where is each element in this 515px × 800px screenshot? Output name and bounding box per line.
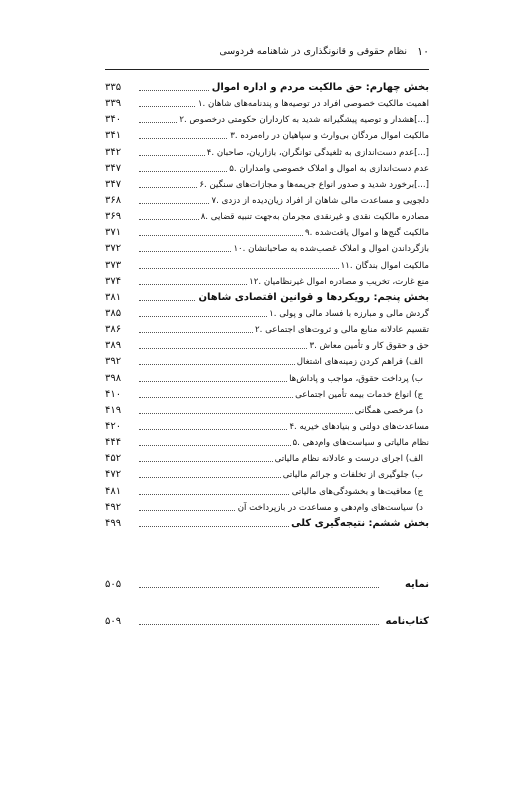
toc-entry-page: ۳۴۷ — [105, 177, 135, 193]
toc-entry-title: د) مرخصی همگانی — [353, 403, 423, 419]
toc-entry-page: ۴۹۲ — [105, 500, 135, 516]
toc-entry — [105, 500, 429, 516]
toc-entry-page: ۴۴۴ — [105, 435, 135, 451]
toc-entry-title: بخش چهارم: حق مالکیت مردم و اداره اموال — [210, 80, 429, 96]
toc-entry-title: ۳. حق و حقوق کار و تأمین معاش — [308, 338, 430, 354]
running-title: نظام حقوقی و قانونگذاری در شاهنامه فردوسی — [219, 46, 407, 57]
toc-entry-title: بخش ششم: نتیجه‌گیری کلی — [289, 516, 429, 532]
toc-entry-title: ۱۱. مالکیت اموال بندگان — [339, 258, 429, 274]
toc-entry — [105, 387, 429, 403]
toc-entry — [105, 145, 429, 161]
toc-entry-title: بخش پنجم: رویکردها و قوانین اقتصادی شاهان — [196, 290, 429, 306]
toc-entry — [105, 338, 429, 354]
toc-entry-title: ۷. دلجویی و مساعدت مالی شاهان از افراد زیان‌دیده از دزدی — [210, 193, 429, 209]
toc-entry-page: ۵۰۹ — [105, 616, 122, 627]
toc-entry — [105, 371, 429, 387]
toc-entry-page: ۵۰۵ — [105, 579, 122, 590]
toc-entry-page: ۴۱۰ — [105, 387, 135, 403]
toc-entry — [105, 435, 429, 451]
toc-entry-page: ۳۷۲ — [105, 241, 135, 257]
header-rule — [105, 69, 429, 70]
toc-entry-page: ۳۸۵ — [105, 306, 135, 322]
toc-entry — [105, 274, 429, 290]
toc-entry — [105, 177, 429, 193]
toc-entry-title: ب) جلوگیری از تخلفات و جرائم مالیاتی — [281, 467, 423, 483]
toc-entry-page: ۳۷۴ — [105, 274, 135, 290]
toc-entry-page: ۳۶۸ — [105, 193, 135, 209]
toc-entry-index — [105, 577, 429, 593]
toc-entry — [105, 290, 429, 306]
toc-entry-page: ۳۸۱ — [105, 290, 135, 306]
toc-entry-page: ۳۴۲ — [105, 145, 135, 161]
toc-entry-page: ۳۴۰ — [105, 112, 135, 128]
toc-entry-bibliography — [105, 614, 429, 630]
toc-entry-title: ۴. مساعدت‌های دولتی و بنیادهای خیریه — [287, 419, 429, 435]
toc-entry-page: ۳۴۱ — [105, 128, 135, 144]
toc-entry-title: د) سیاست‌های وام‌دهی و مساعدت در بازپرداخت آن — [236, 500, 423, 516]
toc-entry-page: ۴۷۲ — [105, 467, 135, 483]
toc-entry — [105, 258, 429, 274]
toc-entry-title: ۵. نظام مالیاتی و سیاست‌های وام‌دهی — [291, 435, 429, 451]
toc-entry — [105, 241, 429, 257]
toc-entry-page: ۳۷۳ — [105, 258, 135, 274]
leader-dots — [139, 587, 379, 588]
toc-entry-title: ج) معافیت‌ها و بخشودگی‌های مالیاتی — [290, 484, 423, 500]
toc-entry — [105, 322, 429, 338]
toc-entry — [105, 112, 429, 128]
toc-entry — [105, 193, 429, 209]
toc-entry-page: ۳۳۹ — [105, 96, 135, 112]
toc-entry — [105, 484, 429, 500]
toc-entry — [105, 516, 429, 532]
toc-entry — [105, 161, 429, 177]
toc-entry-title: ۸. مصادره مالکیت نقدی و غیرنقدی مجرمان به‌جهت تنبیه قضایی — [199, 209, 429, 225]
toc-entry — [105, 96, 429, 112]
toc-entry — [105, 451, 429, 467]
toc-entry-page: ۳۸۶ — [105, 322, 135, 338]
toc-entry-title: الف) فراهم کردن زمینه‌های اشتغال — [295, 354, 423, 370]
toc-entry-title: ۹. مالکیت گنج‌ها و اموال یافت‌شده — [303, 225, 429, 241]
toc-entry — [105, 128, 429, 144]
toc-entry — [105, 225, 429, 241]
toc-entry — [105, 209, 429, 225]
toc-entry-title: نمایه — [403, 577, 429, 593]
toc-entry-title: ۱۲. منع غارت، تخریب و مصادره اموال غیرنظامیان — [247, 274, 429, 290]
toc-entry-title: ۲. تقسیم عادلانه منابع مالی و ثروت‌های اجتماعی — [253, 322, 429, 338]
toc-entry-page: ۳۸۹ — [105, 338, 135, 354]
toc-entry — [105, 467, 429, 483]
toc-entry-page: ۳۹۲ — [105, 354, 135, 370]
toc-entry-page: ۴۲۰ — [105, 419, 135, 435]
toc-entry-title: ۱. گردش مالی و مبارزه با فساد مالی و پولی — [267, 306, 429, 322]
toc-entry-title: الف) اجرای درست و عادلانه نظام مالیاتی — [273, 451, 423, 467]
toc-entry — [105, 419, 429, 435]
toc-entry-title: ب) پرداخت حقوق، مواجب و پاداش‌ها — [287, 371, 423, 387]
page-header — [105, 44, 429, 60]
toc-entry-title: ج) انواع خدمات بیمه تأمین اجتماعی — [293, 387, 423, 403]
toc-entry-page: ۴۱۹ — [105, 403, 135, 419]
toc-entry-page: ۳۳۵ — [105, 80, 135, 96]
toc-entry-title: ۴. عدم دست‌اندازی به ثلغیدگی توانگران، بازاریان، صاحبان[...] — [205, 145, 429, 161]
toc-entry-title: ۳. مالکیت اموال مردگان بی‌وارث و سپاهیان در راه‌مرده — [228, 128, 429, 144]
toc-entry-title: ۶. برخورد شدید و صدور انواع جریمه‌ها و مجازات‌های سنگین[...] — [197, 177, 429, 193]
table-of-contents — [105, 80, 429, 532]
toc-entry — [105, 403, 429, 419]
leader-dots — [139, 624, 379, 625]
toc-entry-page: ۳۷۱ — [105, 225, 135, 241]
toc-entry-page: ۳۹۸ — [105, 371, 135, 387]
toc-entry-page: ۴۵۲ — [105, 451, 135, 467]
toc-entry-title: ۱. اهمیت مالکیت خصوصی افراد در توصیه‌ها و پندنامه‌های شاهان — [196, 96, 429, 112]
toc-entry-title: ۲. هشدار و توصیه پیشگیرانه شدید به کارداران حکومتی درخصوص[...] — [177, 112, 429, 128]
toc-entry-title: کتاب‌نامه — [384, 614, 429, 630]
toc-entry — [105, 80, 429, 96]
toc-entry-page: ۴۸۱ — [105, 484, 135, 500]
page-number: ۱۰ — [417, 45, 429, 58]
toc-entry-page: ۴۹۹ — [105, 516, 135, 532]
toc-entry-page: ۳۶۹ — [105, 209, 135, 225]
toc-entry — [105, 306, 429, 322]
toc-entry-page: ۳۴۷ — [105, 161, 135, 177]
toc-entry — [105, 354, 429, 370]
toc-entry-title: ۵. عدم دست‌اندازی به اموال و املاک خصوصی و‌امداران — [227, 161, 429, 177]
toc-entry-title: ۱۰. بازگرداندن اموال و املاک غصب‌شده به صاحبانشان — [231, 241, 429, 257]
